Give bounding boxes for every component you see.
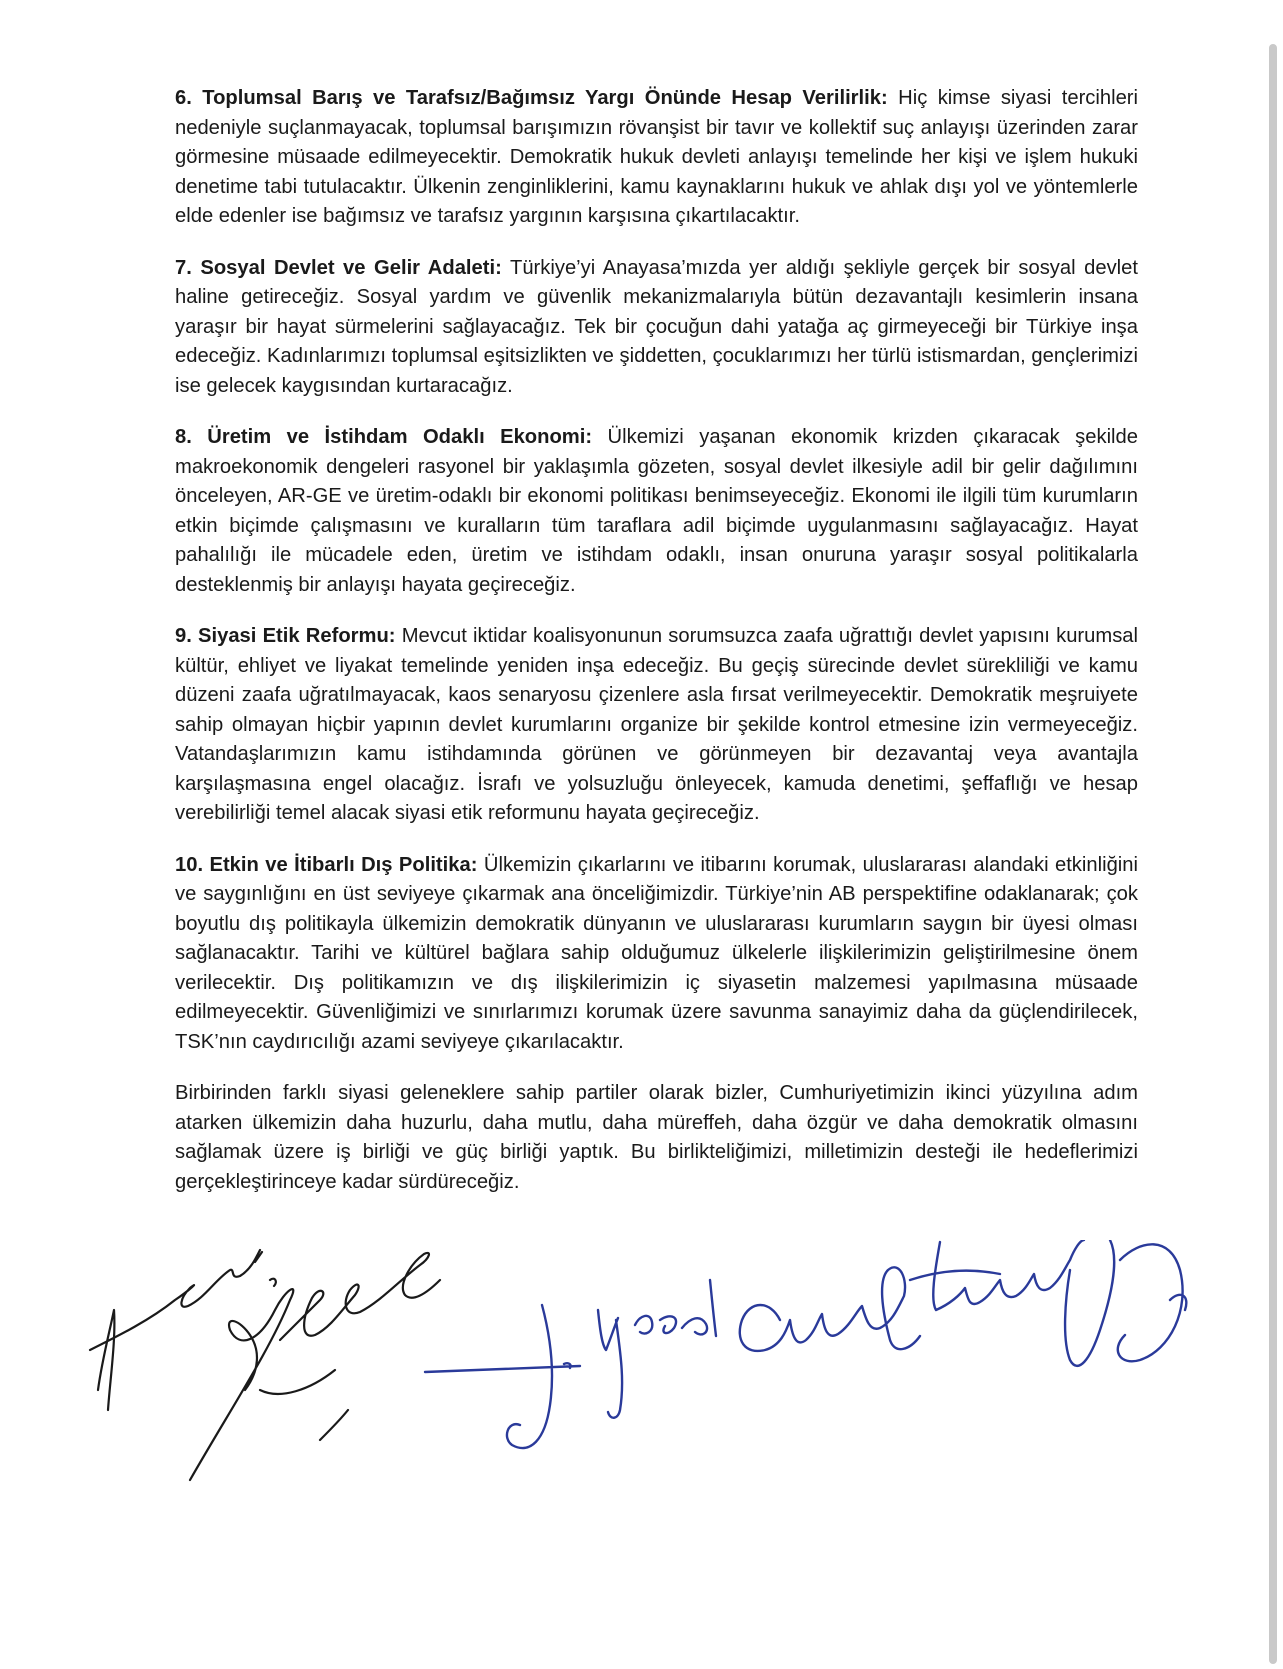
section-body: Mevcut iktidar koalisyonunun sorumsuzca zaafa uğrattığı devlet yapısını kurumsal kültür, ehliyet ve liyakat temelinde yeniden inşa edeceğiz. Bu geçiş sürecinde devlet sürekliliği ve kamu düzeni zaafa uğratılmayacak, kaos senaryosu çizenlere asla fırsat verilmeyecektir. Demokratik meşruiyete sahip olmayan hiçbir yapının devlet kurumlarını organize bir şekilde kontrol etmesine izin vermeyeceğiz. Vatandaşlarımızın kamu istihdamında görünen ve görünmeyen bir dezavantaj veya avantajla karşılaşmasına engel olacağız. İsrafı ve yolsuzluğu önleyecek, kamuda denetimi, şeffaflığı ve hesap verebilirliği temel alacak siyasi etik reformunu hayata geçireceğiz. (175, 625, 1139, 824)
signature-6 (910, 1240, 1186, 1366)
section-title: 6. Toplumsal Barış ve Tarafsız/Bağımsız Yargı Önünde Hesap Verilirlik: (175, 87, 888, 109)
scrollbar-thumb[interactable] (1269, 44, 1277, 1664)
section-6 (175, 84, 1138, 232)
section-7 (175, 254, 1138, 402)
section-title: 9. Siyasi Etik Reformu: (175, 625, 396, 647)
section-title: 8. Üretim ve İstihdam Odaklı Ekonomi: (175, 426, 593, 448)
closing-text: Birbirinden farklı siyasi geleneklere sahip partiler olarak bizler, Cumhuriyetimizin ikinci yüzyılına adım atarken ülkemizin daha huzurlu, daha mutlu, daha müreffeh, daha özgür ve daha demokratik olmasını sağlamak üzere iş birliği ve güç birliği yaptık. Bu birlikteliğimizi, milletimizin desteği ile hedeflerimizi gerçekleştirinceye kadar sürdüreceğiz. (175, 1082, 1138, 1193)
signature-block (80, 1240, 1270, 1570)
signature-3 (425, 1305, 580, 1448)
signature-2 (190, 1253, 440, 1480)
section-body: Hiç kimse siyasi tercihleri nedeniyle suçlanmayacak, toplumsal barışımızın rövanşist bir tavır ve kollektif suç anlayışı üzerinden zarar görmesine müsaade edilmeyecektir. Demokratik hukuk devleti anlayışı temelinde her kişi ve işlem hukuki denetime tabi tutulacaktır. Ülkenin zenginliklerini, kamu kaynaklarını hukuk ve ahlak dışı yol ve yöntemlerle elde edenler ise bağımsız ve tarafsız yargının karşısına çıkartılacaktır. (175, 87, 1139, 227)
signature-5 (740, 1267, 920, 1351)
section-body: Türkiye’yi Anayasa’mızda yer aldığı şekliyle gerçek bir sosyal devlet haline getireceğiz. Sosyal yardım ve güvenlik mekanizmalarıyla bütün dezavantajlı kesimlerin insana yaraşır bir hayat sürmelerini sağlayacağız. Tek bir çocuğun dahi yatağa aç girmeyeceği bir Türkiye inşa edeceğiz. Kadınlarımızı toplumsal eşitsizlikten ve şiddetten, çocuklarımızı her türlü istismardan, gençlerimizi ise gelecek kaygısından kurtaracağız. (175, 256, 1138, 397)
closing-paragraph (175, 1079, 1138, 1197)
signature-4 (598, 1280, 716, 1418)
section-title: 10. Etkin ve İtibarlı Dış Politika: (175, 853, 478, 876)
section-body: Ülkemizi yaşanan ekonomik krizden çıkaracak şekilde makroekonomik dengeleri rasyonel bir yaklaşımla gözeten, sosyal devlet ilkesiyle adil bir gelir dağılımını önceleyen, AR-GE ve üretim-odaklı bir ekonomi politikası benimseyeceğiz. Ekonomi ile ilgili tüm kurumların etkin biçimde çalışmasını ve kuralların tüm taraflara adil biçimde uygulanmasını sağlayacağız. Hayat pahalılığı ile mücadele eden, üretim ve istihdam odaklı, insan onuruna yaraşır sosyal politikalarla desteklenmiş bir anlayışı hayata geçireceğiz. (175, 426, 1138, 596)
section-9 (175, 622, 1138, 829)
section-title: 7. Sosyal Devlet ve Gelir Adaleti: (175, 256, 502, 279)
scrollbar-track[interactable] (1262, 0, 1283, 1669)
section-10 (175, 851, 1138, 1058)
section-8 (175, 423, 1138, 600)
section-body: Ülkemizin çıkarlarını ve itibarını korumak, uluslararası alandaki etkinliğini ve saygınlığını en üst seviyeye çıkarmak ana önceliğimizdir. Türkiye’nin AB perspektifine odaklanarak; çok boyutlu dış politikayla ülkemizin demokratik dünyanın ve uluslararası kurumların saygın bir üyesi olması sağlanacaktır. Tarihi ve kültürel bağlara sahip olduğumuz ülkelerle ilişkilerimizin geliştirilmesine önem verilecektir. Dış politikamızın ve dış ilişkilerimizin iç siyasetin malzemesi yapılmasına müsaade edilmeyecektir. Güvenliğimizi ve sınırlarımızı korumak üzere savunma sanayimiz daha da güçlendirilecek, TSK’nın caydırıcılığı azami seviyeye çıkarılacaktır. (175, 853, 1138, 1053)
signatures-svg (80, 1240, 1270, 1570)
document-body (175, 84, 1138, 1219)
